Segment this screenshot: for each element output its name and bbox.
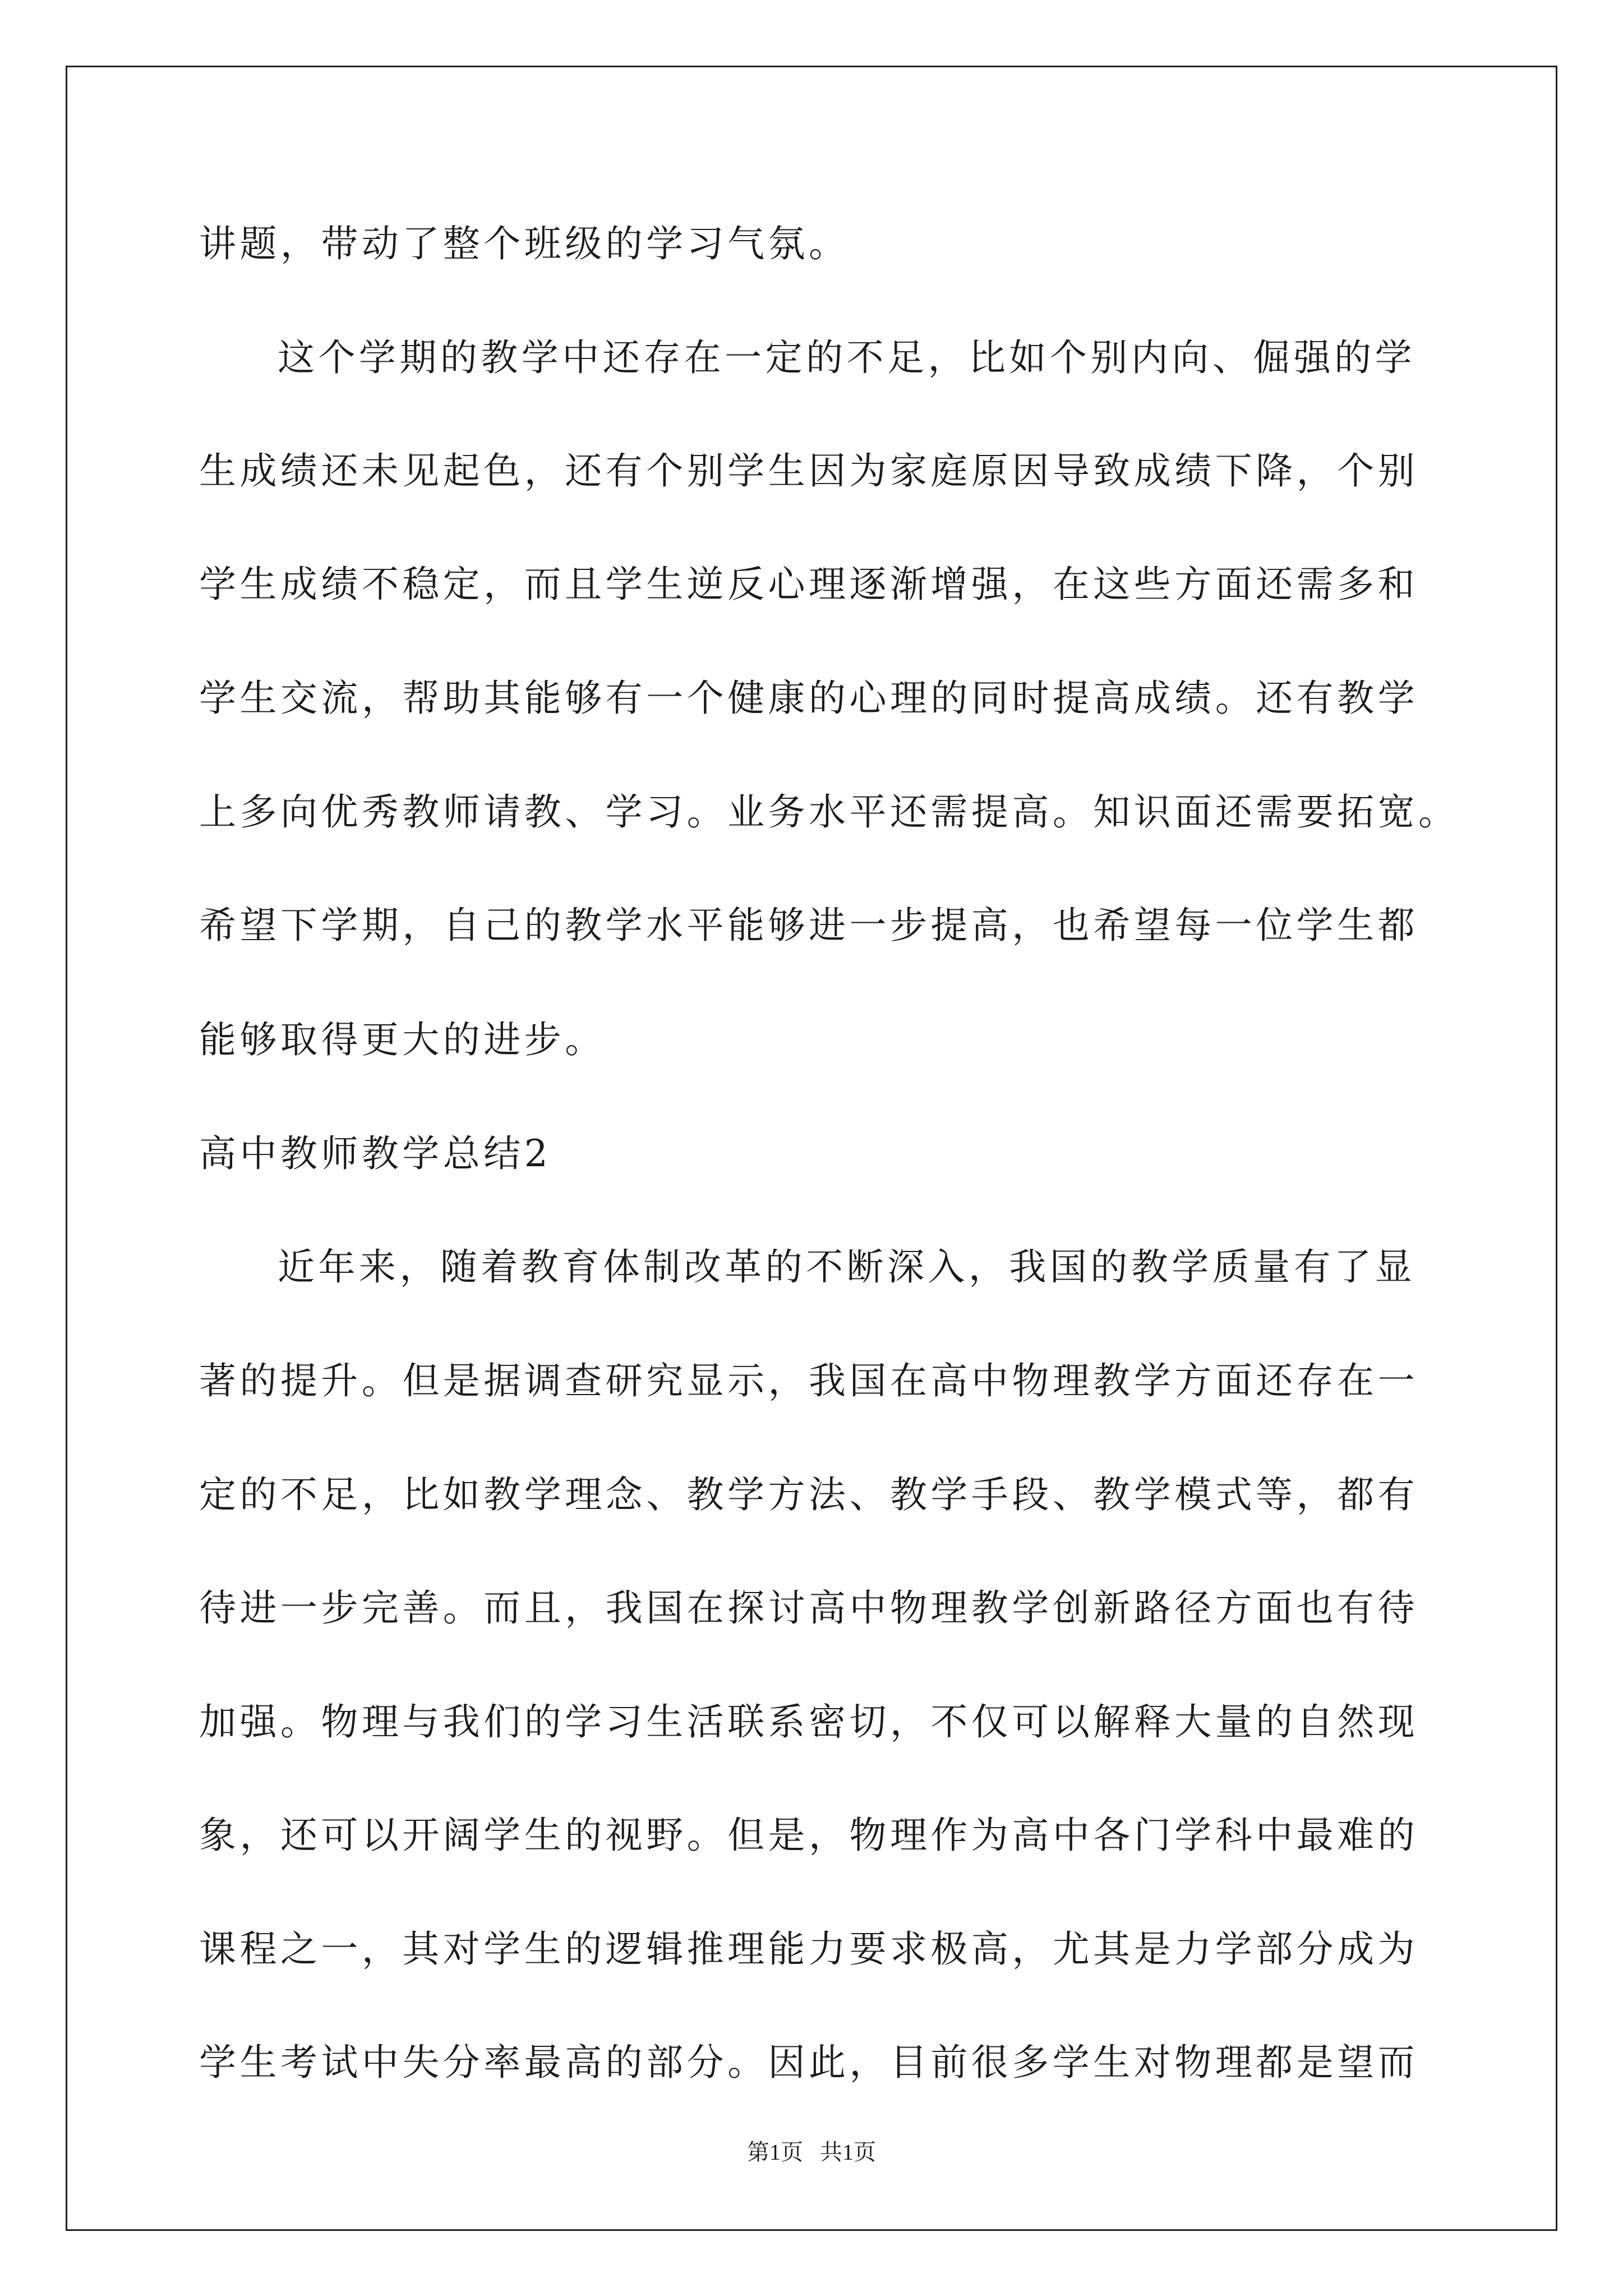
paragraph-line: 能够取得更大的进步。: [199, 1018, 606, 1061]
paragraph-line: 学生成绩不稳定，而且学生逆反心理逐渐增强，在这些方面还需多和: [199, 563, 1419, 606]
paragraph-line: 讲题，带动了整个班级的学习气氛。: [199, 222, 850, 265]
paragraph-line: 近年来，随着教育体制改革的不断深入，我国的教学质量有了显: [278, 1245, 1416, 1289]
paragraph-line: 待进一步完善。而且，我国在探讨高中物理教学创新路径方面也有待: [199, 1586, 1419, 1630]
paragraph-line: 定的不足，比如教学理念、教学方法、教学手段、教学模式等，都有: [199, 1473, 1419, 1516]
paragraph-line: 学生考试中失分率最高的部分。因此，目前很多学生对物理都是望而: [199, 2041, 1419, 2084]
paragraph-line: 象，还可以开阔学生的视野。但是，物理作为高中各门学科中最难的: [199, 1814, 1419, 1857]
paragraph-line: 加强。物理与我们的学习生活联系密切，不仅可以解释大量的自然现: [199, 1700, 1419, 1743]
paragraph-line: 学生交流，帮助其能够有一个健康的心理的同时提高成绩。还有教学: [199, 677, 1419, 720]
page-footer: 第1页 共1页: [747, 2139, 876, 2165]
paragraph-line: 上多向优秀教师请教、学习。业务水平还需提高。知识面还需要拓宽。: [199, 790, 1459, 834]
paragraph-line: 著的提升。但是据调查研究显示，我国在高中物理教学方面还存在一: [199, 1359, 1419, 1402]
section-heading: 高中教师教学总结2: [199, 1132, 552, 1175]
paragraph-line: 生成绩还未见起色，还有个别学生因为家庭原因导致成绩下降，个别: [199, 449, 1419, 493]
paragraph-line: 课程之一，其对学生的逻辑推理能力要求极高，尤其是力学部分成为: [199, 1927, 1419, 1971]
paragraph-line: 这个学期的教学中还存在一定的不足，比如个别内向、倔强的学: [278, 336, 1416, 379]
paragraph-line: 希望下学期，自己的教学水平能够进一步提高，也希望每一位学生都: [199, 904, 1419, 947]
